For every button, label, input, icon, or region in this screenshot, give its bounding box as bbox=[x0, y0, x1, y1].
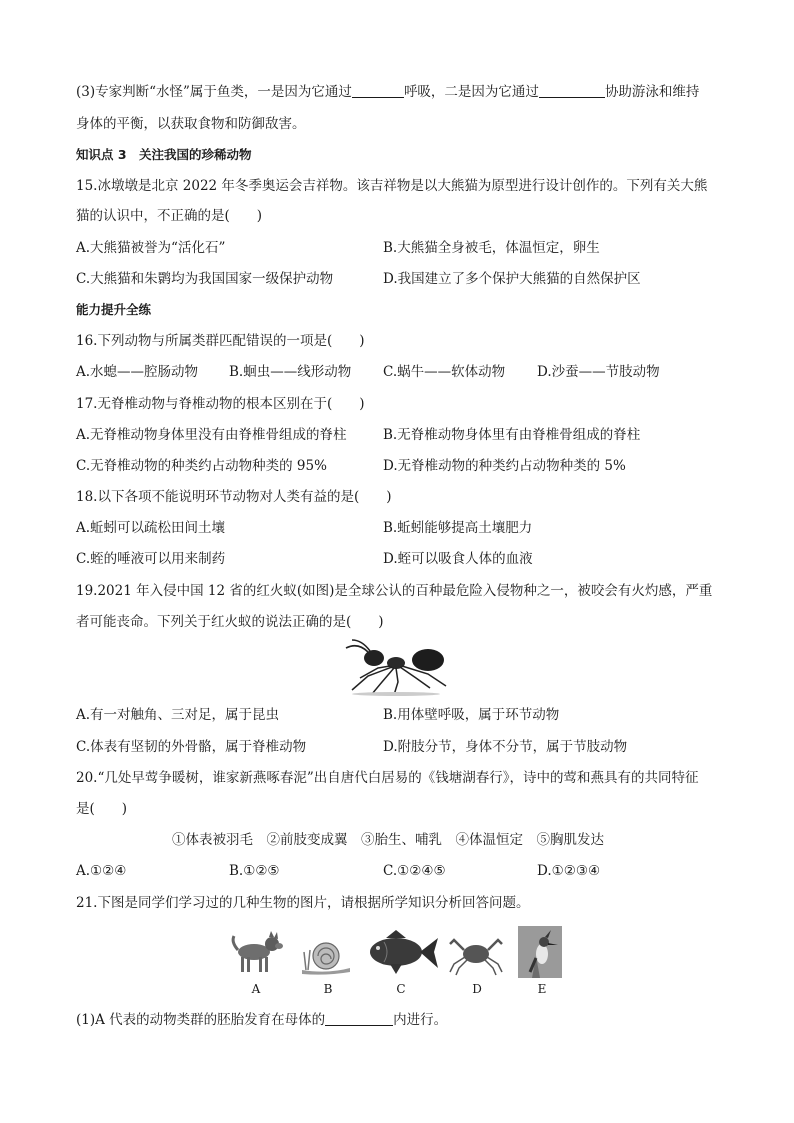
fish-image bbox=[360, 928, 440, 978]
q21-stem: 21.下图是同学们学习过的几种生物的图片，请根据所学知识分析回答问题。 bbox=[76, 895, 530, 911]
q16-option-b[interactable]: B.蛔虫——线形动物 bbox=[229, 364, 352, 380]
fish-icon bbox=[360, 928, 440, 978]
crab-image bbox=[446, 930, 506, 976]
label-e: E bbox=[537, 982, 547, 996]
q14-3-line2: 身体的平衡，以获取食物和防御敌害。 bbox=[76, 116, 306, 132]
ant-icon bbox=[338, 638, 454, 696]
label-d: D bbox=[472, 982, 482, 996]
q16-stem: 16.下列动物与所属类群匹配错误的一项是( ) bbox=[76, 333, 365, 349]
q15-option-b[interactable]: B.大熊猫全身被毛，体温恒定，卵生 bbox=[383, 240, 600, 256]
q20-stem-1: 20.“几处早莺争暖树，谁家新燕啄春泥”出自唐代白居易的《钱塘湖春行》，诗中的莺和燕具有的共同特征 bbox=[76, 770, 699, 786]
dog-image bbox=[228, 930, 284, 976]
q21-sub1-text-1: (1)A 代表的动物类群的胚胎发育在母体的 bbox=[76, 1012, 326, 1028]
q15-stem-1: 15.冰墩墩是北京 2022 年冬季奥运会吉祥物。该吉祥物是以大熊猫为原型进行设计创作的。下列有关大熊 bbox=[76, 178, 708, 194]
ability-title: 能力提升全练 bbox=[76, 302, 152, 317]
answer-blank-2[interactable] bbox=[539, 82, 605, 98]
section-3-title: 知识点 3 关注我国的珍稀动物 bbox=[76, 147, 252, 162]
q20-option-c[interactable]: C.①②④⑤ bbox=[383, 863, 446, 879]
snail-icon bbox=[298, 930, 354, 976]
q14-3-line1 bbox=[76, 82, 699, 102]
answer-blank-1[interactable] bbox=[352, 82, 404, 98]
label-a: A bbox=[251, 982, 261, 996]
q21-sub1 bbox=[76, 1010, 447, 1030]
q17-option-b[interactable]: B.无脊椎动物身体里有由脊椎骨组成的脊柱 bbox=[383, 427, 641, 443]
q21-sub1-text-2: 内进行。 bbox=[393, 1012, 448, 1028]
q14-3-text-2: 呼吸，二是因为它通过 bbox=[403, 84, 539, 100]
q17-option-c[interactable]: C.无脊椎动物的种类约占动物种类的 95% bbox=[76, 458, 327, 474]
q20-option-d[interactable]: D.①②③④ bbox=[537, 863, 601, 879]
dog-icon bbox=[228, 930, 284, 976]
q17-option-d[interactable]: D.无脊椎动物的种类约占动物种类的 5% bbox=[383, 458, 626, 474]
q18-option-d[interactable]: D.蛭可以吸食人体的血液 bbox=[383, 551, 533, 567]
q17-option-a[interactable]: A.无脊椎动物身体里没有由脊椎骨组成的脊柱 bbox=[76, 427, 347, 443]
q16-option-d[interactable]: D.沙蚕——节肢动物 bbox=[537, 364, 660, 380]
snail-image bbox=[298, 930, 354, 976]
q15-option-d[interactable]: D.我国建立了多个保护大熊猫的自然保护区 bbox=[383, 271, 641, 287]
q19-stem-2: 者可能丧命。下列关于红火蚁的说法正确的是( ) bbox=[76, 614, 384, 630]
q19-option-b[interactable]: B.用体壁呼吸，属于环节动物 bbox=[383, 707, 560, 723]
q14-3-text-1: (3)专家判断“水怪”属于鱼类，一是因为它通过 bbox=[76, 84, 352, 100]
q17-stem: 17.无脊椎动物与脊椎动物的根本区别在于( ) bbox=[76, 396, 365, 412]
q19-option-d[interactable]: D.附肢分节，身体不分节，属于节肢动物 bbox=[383, 739, 628, 755]
bird-icon bbox=[518, 926, 562, 978]
q19-option-a[interactable]: A.有一对触角、三对足，属于昆虫 bbox=[76, 707, 280, 723]
q14-3-text-3: 协助游泳和维持 bbox=[604, 84, 700, 100]
q19-stem-1: 19.2021 年入侵中国 12 省的红火蚁(如图)是全球公认的百种最危险入侵物种之一，被咬会有火灼感，严重 bbox=[76, 583, 713, 599]
label-c: C bbox=[396, 982, 406, 996]
q18-stem: 18.以下各项不能说明环节动物对人类有益的是( ) bbox=[76, 489, 392, 505]
fire-ant-image bbox=[338, 638, 454, 696]
answer-blank-3[interactable] bbox=[325, 1010, 393, 1026]
q20-option-a[interactable]: A.①②④ bbox=[76, 863, 127, 879]
q15-stem-2: 猫的认识中，不正确的是( ) bbox=[76, 208, 263, 224]
q18-option-c[interactable]: C.蛭的唾液可以用来制药 bbox=[76, 551, 226, 567]
label-b: B bbox=[323, 982, 333, 996]
q19-option-c[interactable]: C.体表有坚韧的外骨骼，属于脊椎动物 bbox=[76, 739, 307, 755]
q15-option-a[interactable]: A.大熊猫被誉为“活化石” bbox=[76, 240, 226, 256]
q20-option-b[interactable]: B.①②⑤ bbox=[229, 863, 280, 879]
q20-stem-2: 是( ) bbox=[76, 801, 128, 817]
q15-option-c[interactable]: C.大熊猫和朱鹮均为我国国家一级保护动物 bbox=[76, 271, 334, 287]
q20-features: ①体表被羽毛 ②前肢变成翼 ③胎生、哺乳 ④体温恒定 ⑤胸肌发达 bbox=[172, 832, 604, 848]
bird-image bbox=[518, 926, 562, 978]
q16-option-c[interactable]: C.蜗牛——软体动物 bbox=[383, 364, 506, 380]
crab-icon bbox=[446, 930, 506, 976]
q16-option-a[interactable]: A.水螅——腔肠动物 bbox=[76, 364, 199, 380]
q18-option-b[interactable]: B.蚯蚓能够提高土壤肥力 bbox=[383, 520, 533, 536]
q18-option-a[interactable]: A.蚯蚓可以疏松田间土壤 bbox=[76, 520, 226, 536]
